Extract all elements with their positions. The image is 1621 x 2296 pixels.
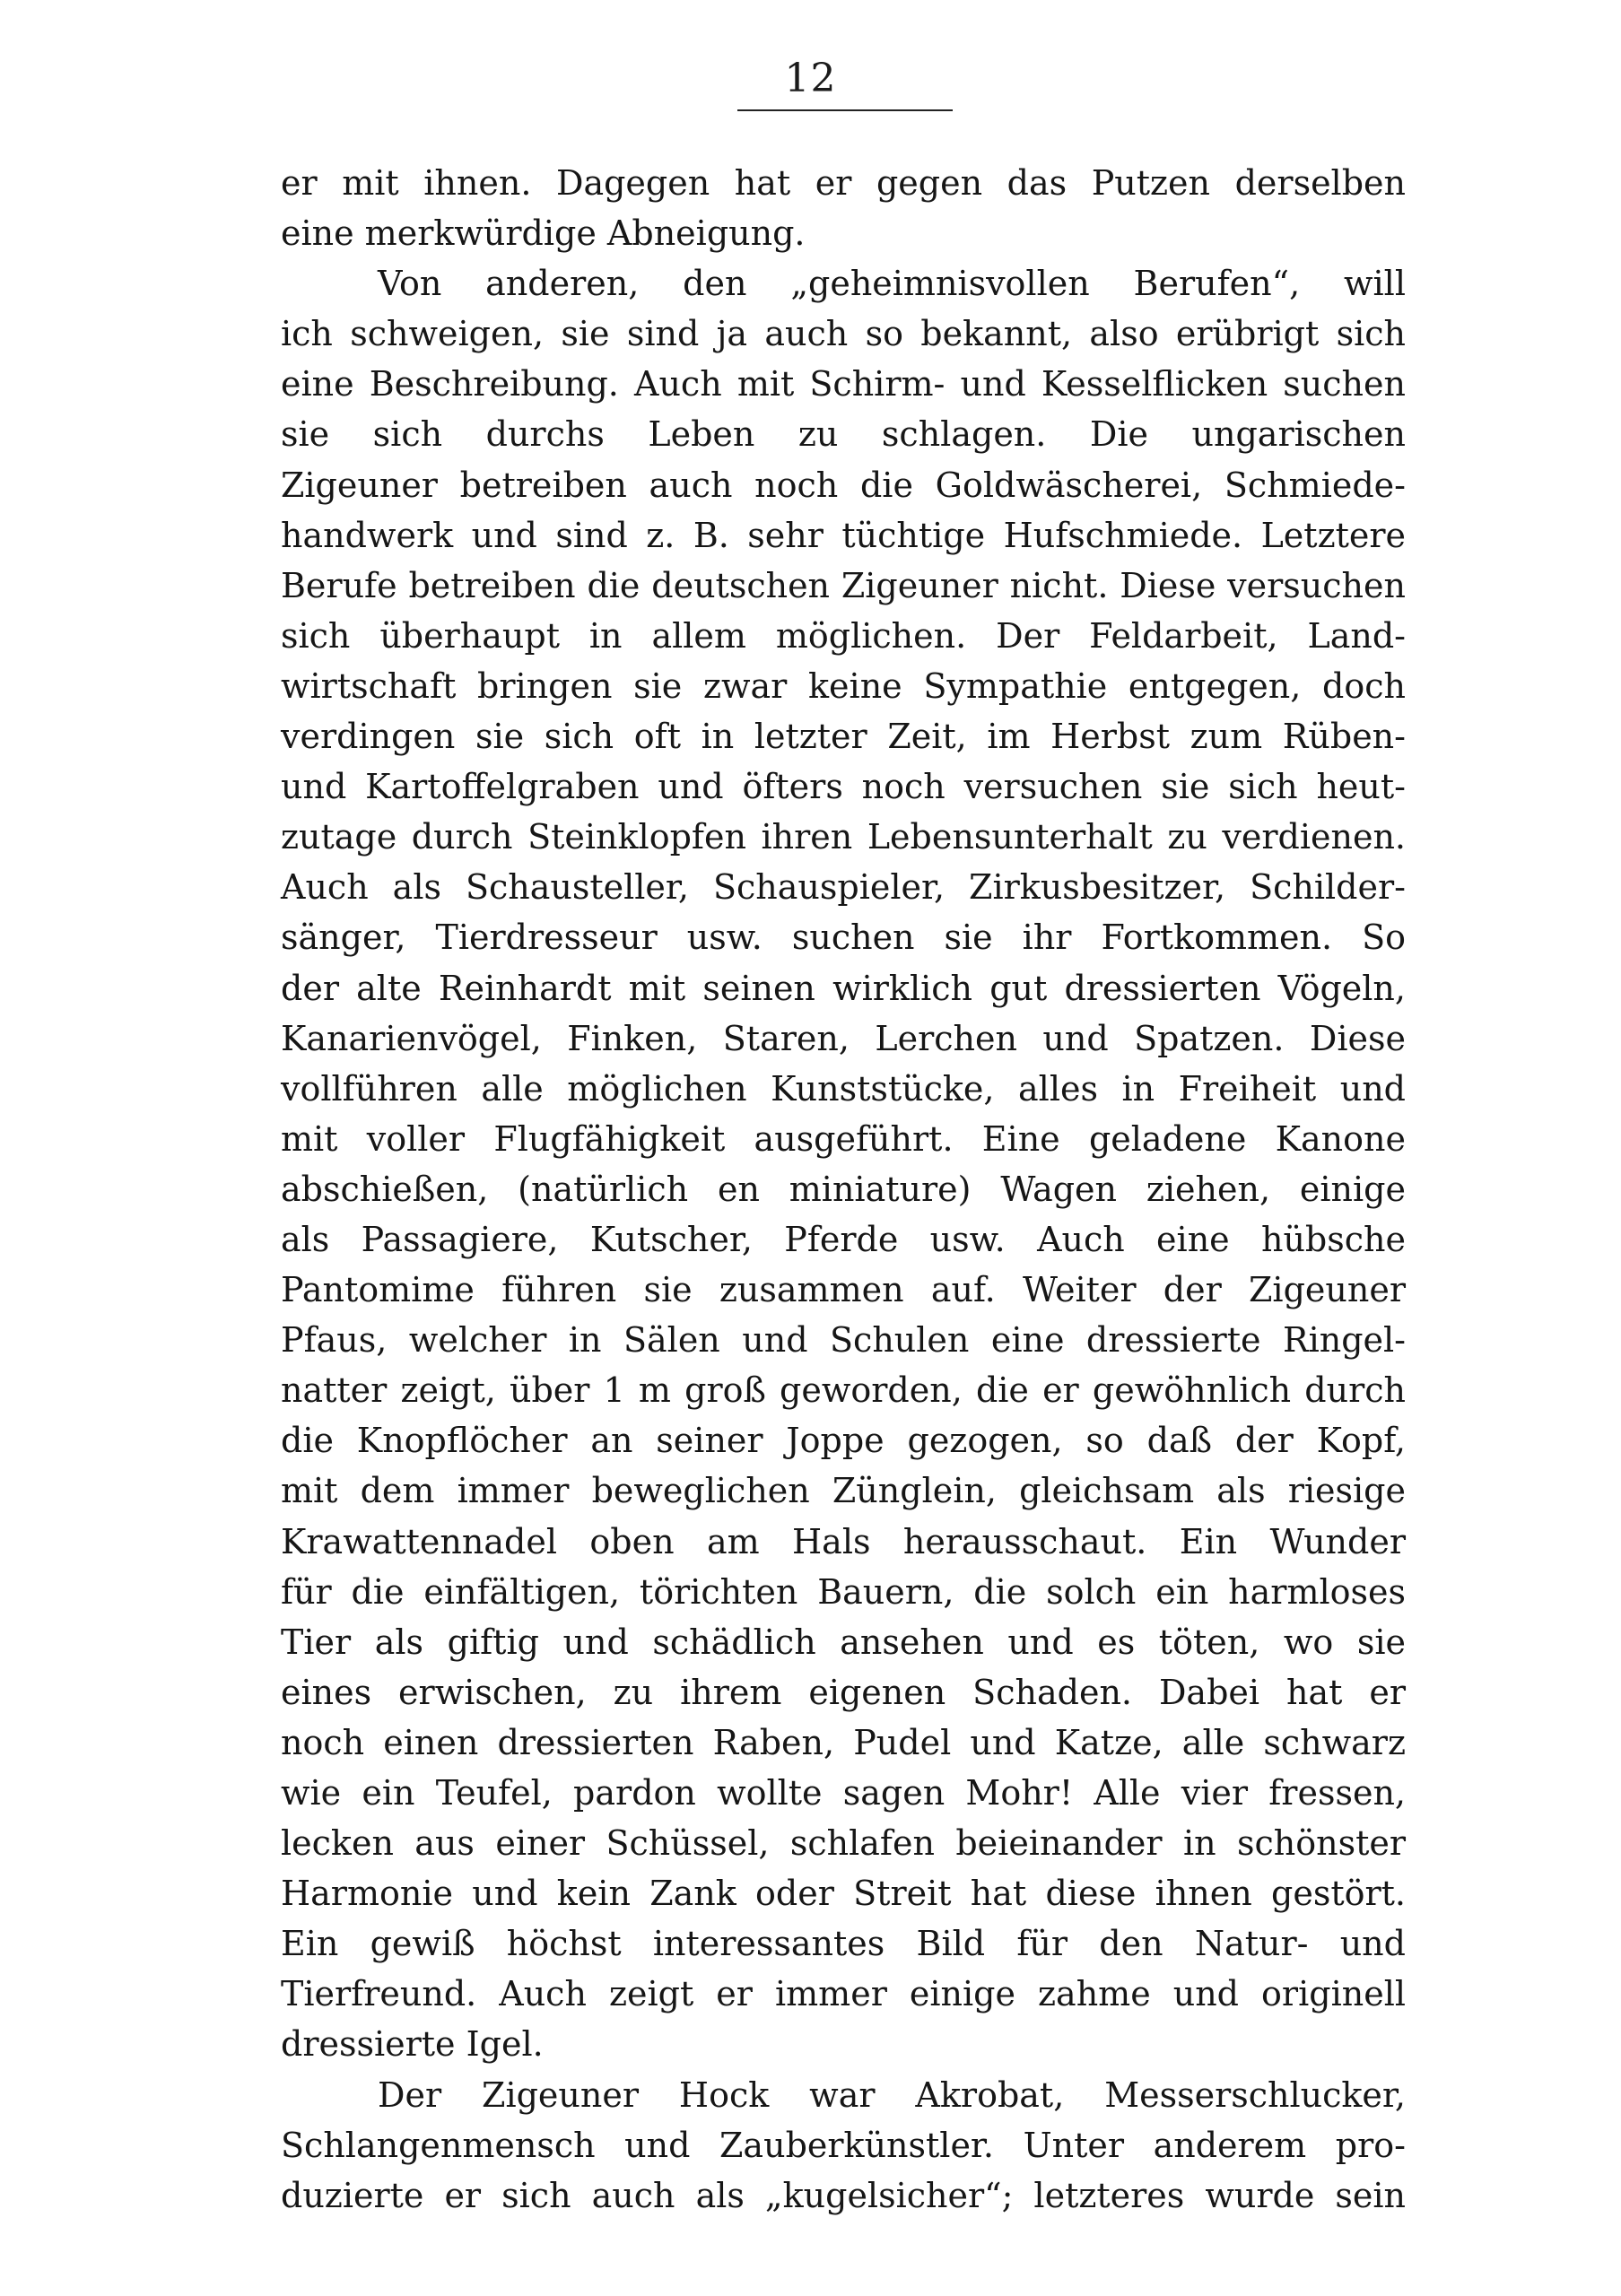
text-line: lecken aus einer Schüssel, schlafen beieinander in schönster — [281, 1823, 1406, 1864]
text-line: Auch als Schausteller, Schauspieler, Zirkusbesitzer, Schilder- — [281, 867, 1406, 908]
page-number: 12 — [784, 56, 837, 101]
text-line: Harmonie und kein Zank oder Streit hat diese ihnen gestört. — [281, 1874, 1406, 1914]
text-line: abschießen, (natürlich en miniature) Wagen ziehen, einige — [281, 1169, 1406, 1209]
text-line: natter zeigt, über 1 m groß geworden, die er gewöhnlich durch — [281, 1370, 1406, 1411]
text-line: ich schweigen, sie sind ja auch so bekannt, also erübrigt sich — [281, 314, 1406, 354]
text-line: duzierte er sich auch als „kugelsicher“; letzteres wurde sein — [281, 2175, 1406, 2215]
text-line: als Passagiere, Kutscher, Pferde usw. Auch eine hübsche — [281, 1219, 1406, 1259]
text-line: noch einen dressierten Raben, Pudel und Katze, alle schwarz — [281, 1722, 1406, 1762]
text-line: Pfaus, welcher in Sälen und Schulen eine dressierte Ringel- — [281, 1320, 1406, 1361]
text-line: Kanarienvögel, Finken, Staren, Lerchen und Spatzen. Diese — [281, 1018, 1406, 1058]
text-line: wie ein Teufel, pardon wollte sagen Mohr! Alle vier fressen, — [281, 1773, 1406, 1813]
text-line: die Knopflöcher an seiner Joppe gezogen, so daß der Kopf, — [281, 1421, 1406, 1461]
text-line: mit voller Flugfähigkeit ausgeführt. Eine geladene Kanone — [281, 1118, 1406, 1159]
text-line: zutage durch Steinklopfen ihren Lebensunterhalt zu verdienen. — [281, 817, 1406, 857]
text-line: er mit ihnen. Dagegen hat er gegen das Putzen derselben — [281, 163, 1406, 203]
text-line: Berufe betreiben die deutschen Zigeuner nicht. Diese versuchen — [281, 565, 1406, 605]
text-line: eines erwischen, zu ihrem eigenen Schaden. Dabei hat er — [281, 1672, 1406, 1712]
text-line: Schlangenmensch und Zauberkünstler. Unter anderem pro- — [281, 2125, 1406, 2165]
text-line: Von anderen, den „geheimnisvollen Berufen“, will — [378, 264, 1406, 304]
text-line: Pantomime führen sie zusammen auf. Weiter der Zigeuner — [281, 1270, 1406, 1310]
text-line: verdingen sie sich oft in letzter Zeit, im Herbst zum Rüben- — [281, 717, 1406, 757]
text-line: sie sich durchs Leben zu schlagen. Die ungarischen — [281, 414, 1406, 455]
text-line: Ein gewiß höchst interessantes Bild für den Natur- und — [281, 1924, 1406, 1964]
text-line: eine merkwürdige Abneigung. — [281, 213, 806, 254]
text-line: für die einfältigen, törichten Bauern, die solch ein harmloses — [281, 1571, 1406, 1612]
text-line: mit dem immer beweglichen Zünglein, gleichsam als riesige — [281, 1471, 1406, 1511]
text-line: wirtschaft bringen sie zwar keine Sympathie entgegen, doch — [281, 665, 1406, 706]
text-line: Der Zigeuner Hock war Akrobat, Messerschlucker, — [378, 2074, 1406, 2115]
text-line: Zigeuner betreiben auch noch die Goldwäscherei, Schmiede- — [281, 465, 1406, 505]
body-text — [281, 158, 1406, 2221]
text-line: Krawattennadel oben am Hals herausschaut. Ein Wunder — [281, 1521, 1406, 1561]
page-number-rule — [737, 109, 953, 111]
text-line: eine Beschreibung. Auch mit Schirm- und Kesselflicken suchen — [281, 364, 1406, 404]
text-line: Tierfreund. Auch zeigt er immer einige zahme und originell — [281, 1974, 1406, 2014]
text-line: sänger, Tierdresseur usw. suchen sie ihr Fortkommen. So — [281, 918, 1406, 958]
text-line: Tier als giftig und schädlich ansehen und es töten, wo sie — [281, 1622, 1406, 1662]
text-line: dressierte Igel. — [281, 2024, 544, 2065]
text-line: der alte Reinhardt mit seinen wirklich gut dressierten Vögeln, — [281, 968, 1406, 1008]
text-line: und Kartoffelgraben und öfters noch versuchen sie sich heut- — [281, 767, 1406, 807]
text-line: sich überhaupt in allem möglichen. Der Feldarbeit, Land- — [281, 615, 1406, 656]
text-line: handwerk und sind z. B. sehr tüchtige Hufschmiede. Letztere — [281, 515, 1406, 555]
text-line: vollführen alle möglichen Kunststücke, alles in Freiheit und — [281, 1068, 1406, 1109]
